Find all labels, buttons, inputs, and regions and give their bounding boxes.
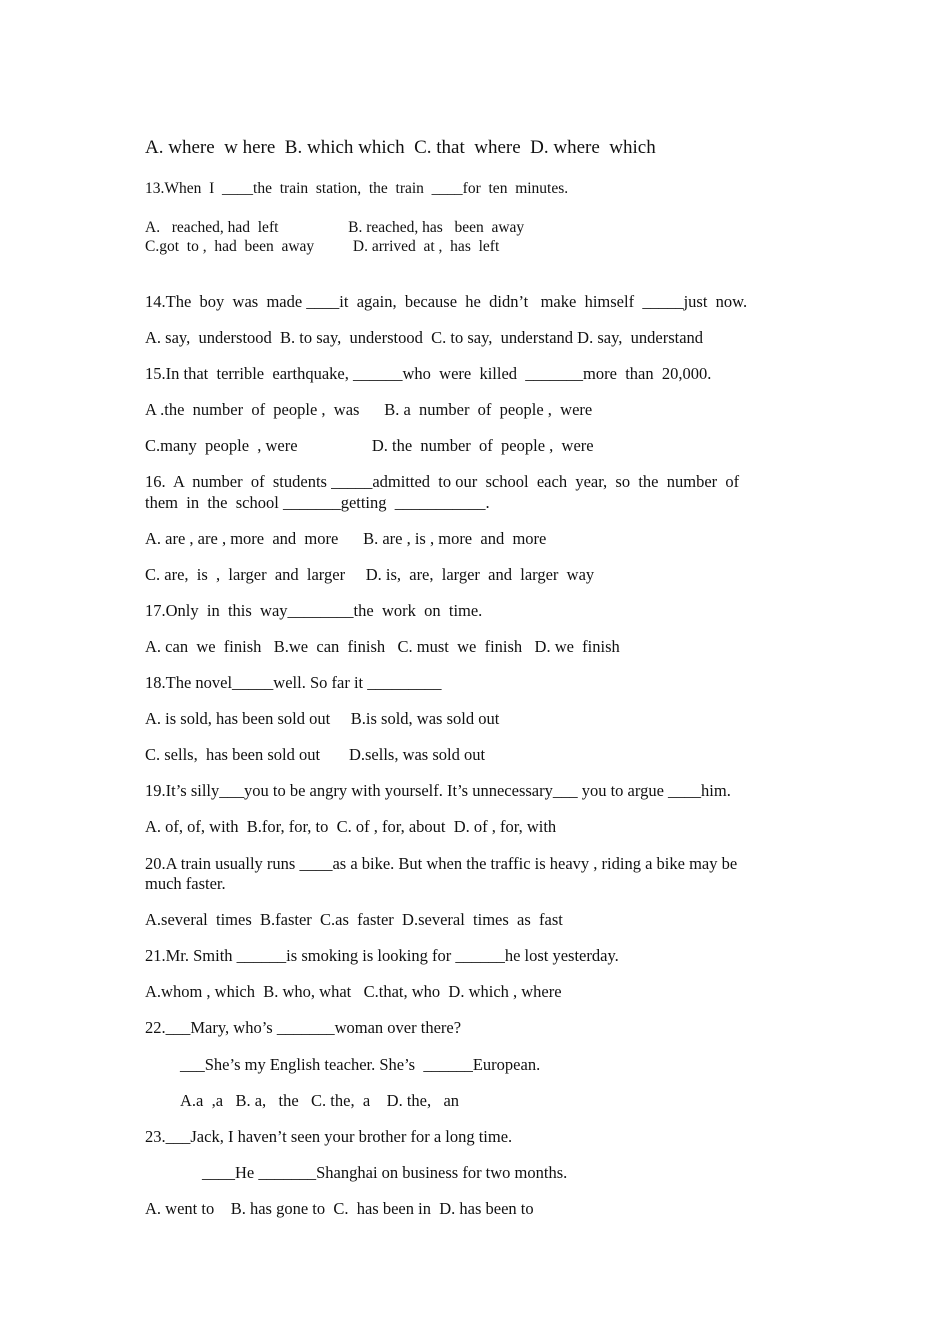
- q22-question: 22.___Mary, who’s _______woman over there?: [145, 1018, 462, 1037]
- q15-options-line2: C.many people , were D. the number of people , were: [145, 436, 594, 455]
- q17-question: 17.Only in this way________the work on time.: [145, 601, 483, 620]
- q19-options: A. of, of, with B.for, for, to C. of , for, about D. of , for, with: [145, 817, 557, 836]
- q20-question-line1: 20.A train usually runs ____as a bike. But when the traffic is heavy , riding a bike may be: [145, 854, 738, 873]
- q22-options: A.a ,a B. a, the C. the, a D. the, an: [180, 1091, 460, 1110]
- q12-options: A. where w here B. which which C. that where D. where which: [145, 137, 656, 158]
- q14-options: A. say, understood B. to say, understood C. to say, understand D. say, understand: [145, 328, 704, 347]
- q16-question-line2: them in the school _______getting ___________.: [145, 493, 490, 512]
- q16-options-line2: C. are, is , larger and larger D. is, are, larger and larger way: [145, 565, 595, 584]
- q17-options: A. can we finish B.we can finish C. must we finish D. we finish: [145, 637, 620, 656]
- q16-question-line1: 16. A number of students _____admitted to our school each year, so the number of: [145, 472, 740, 491]
- q18-options-line2: C. sells, has been sold out D.sells, was sold out: [145, 745, 486, 764]
- q23-question: 23.___Jack, I haven’t seen your brother for a long time.: [145, 1127, 513, 1146]
- q18-question: 18.The novel_____well. So far it _________: [145, 673, 442, 692]
- q22-dialogue: ___She’s my English teacher. She’s ______European.: [180, 1055, 541, 1074]
- q13-options-line2: C.got to , had been away D. arrived at , has left: [145, 238, 500, 255]
- q13-question: 13.When I ____the train station, the train ____for ten minutes.: [145, 180, 569, 197]
- q15-question: 15.In that terrible earthquake, ______who were killed _______more than 20,000.: [145, 364, 712, 383]
- q13-options-line1: A. reached, had left B. reached, has been away: [145, 219, 525, 236]
- q18-options-line1: A. is sold, has been sold out B.is sold, was sold out: [145, 709, 500, 728]
- q19-question: 19.It’s silly___you to be angry with yourself. It’s unnecessary___ you to argue ____him.: [145, 781, 731, 800]
- q15-options-line1: A .the number of people , was B. a number of people , were: [145, 400, 593, 419]
- q14-question: 14.The boy was made ____it again, because he didn’t make himself _____just now.: [145, 292, 748, 311]
- q23-options: A. went to B. has gone to C. has been in D. has been to: [145, 1199, 534, 1218]
- q20-question-line2: much faster.: [145, 874, 226, 893]
- q20-options: A.several times B.faster C.as faster D.several times as fast: [145, 910, 563, 929]
- q21-question: 21.Mr. Smith ______is smoking is looking for ______he lost yesterday.: [145, 946, 619, 965]
- q23-dialogue: ____He _______Shanghai on business for two months.: [202, 1163, 568, 1182]
- q16-options-line1: A. are , are , more and more B. are , is , more and more: [145, 529, 547, 548]
- q21-options: A.whom , which B. who, what C.that, who D. which , where: [145, 982, 562, 1001]
